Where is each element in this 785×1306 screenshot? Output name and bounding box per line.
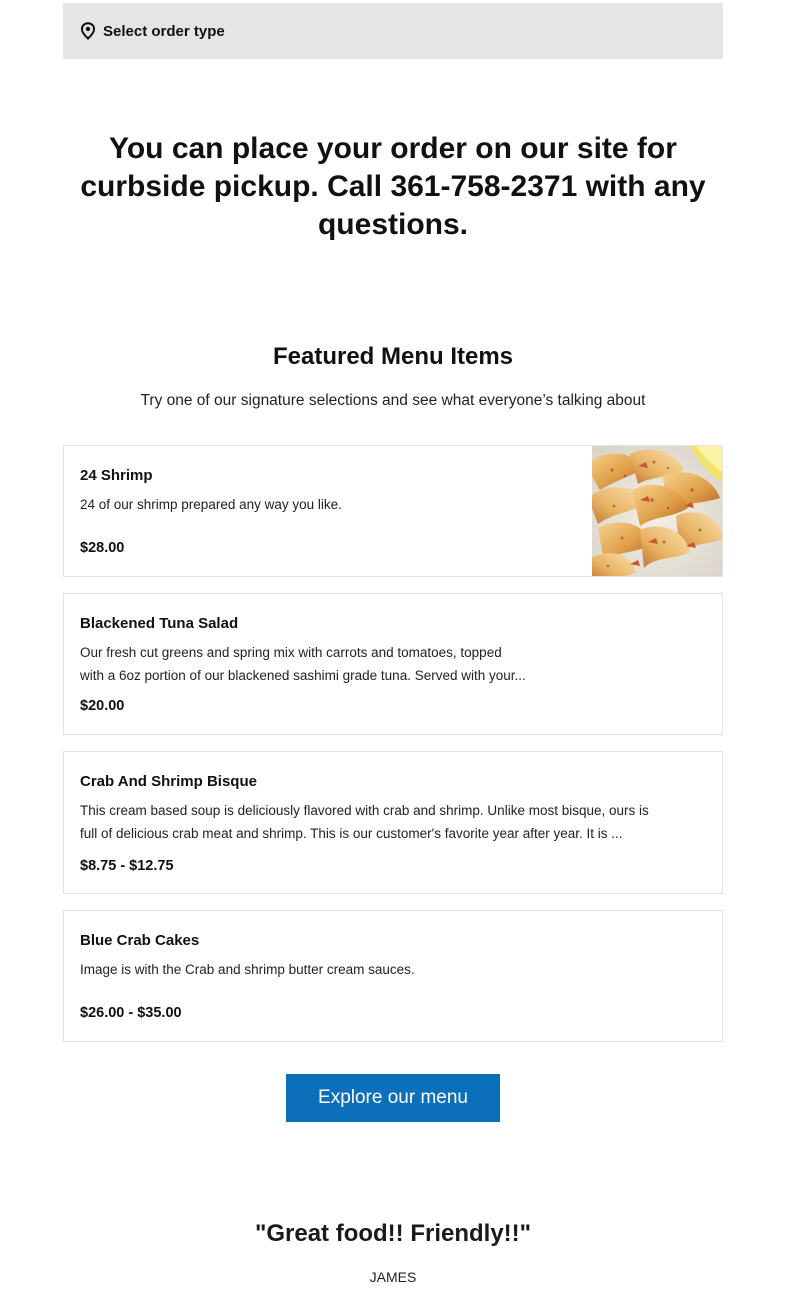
testimonial-author: JAMES [369,1269,417,1285]
menu-item-description: Image is with the Crab and shrimp butter cream sauces. [80,962,415,977]
menu-item-description-line: full of delicious crab meat and shrimp. This is our customer's favorite year after year. It is ... [80,825,623,841]
menu-item-card-24-shrimp[interactable] [63,445,723,577]
menu-item-description-line: with a 6oz portion of our blackened sashimi grade tuna. Served with your... [80,667,526,683]
featured-title: Featured Menu Items [272,343,514,370]
hero-line: You can place your order on our site for [109,132,677,165]
menu-item-description-line: This cream based soup is deliciously flavored with crab and shrimp. Unlike most bisque, ours is [80,803,649,818]
menu-item-price: $26.00 - $35.00 [80,1005,182,1021]
hero-line: questions. [317,208,468,241]
grilled-shrimp-photo [592,446,722,576]
menu-item-description: 24 of our shrimp prepared any way you like. [80,497,342,512]
menu-item-card-blue-crab-cakes[interactable] [63,910,723,1042]
explore-menu-button[interactable]: Explore our menu [286,1074,500,1122]
menu-item-card-crab-and-shrimp-bisque[interactable] [63,751,723,894]
menu-item-name: Blue Crab Cakes [80,932,200,949]
testimonial-quote: "Great food!! Friendly!!" [254,1220,532,1247]
menu-item-card-blackened-tuna-salad[interactable] [63,593,723,735]
hero-line: curbside pickup. Call 361-758-2371 with any [80,170,706,203]
menu-item-name: 24 Shrimp [80,467,153,484]
menu-item-price: $28.00 [80,540,125,556]
menu-item-name: Crab And Shrimp Bisque [80,773,257,790]
menu-item-description-line: Our fresh cut greens and spring mix with carrots and tomatoes, topped [80,645,502,660]
map-pin-icon [80,22,96,40]
menu-item-price: $20.00 [80,698,125,714]
menu-item-price: $8.75 - $12.75 [80,858,174,874]
menu-item-name: Blackened Tuna Salad [80,615,239,632]
featured-subtitle: Try one of our signature selections and see what everyone’s talking about [140,392,646,409]
select-order-type-button[interactable] [63,3,723,59]
curbside-announcement [63,130,723,244]
order-type-label: Select order type [103,22,225,40]
